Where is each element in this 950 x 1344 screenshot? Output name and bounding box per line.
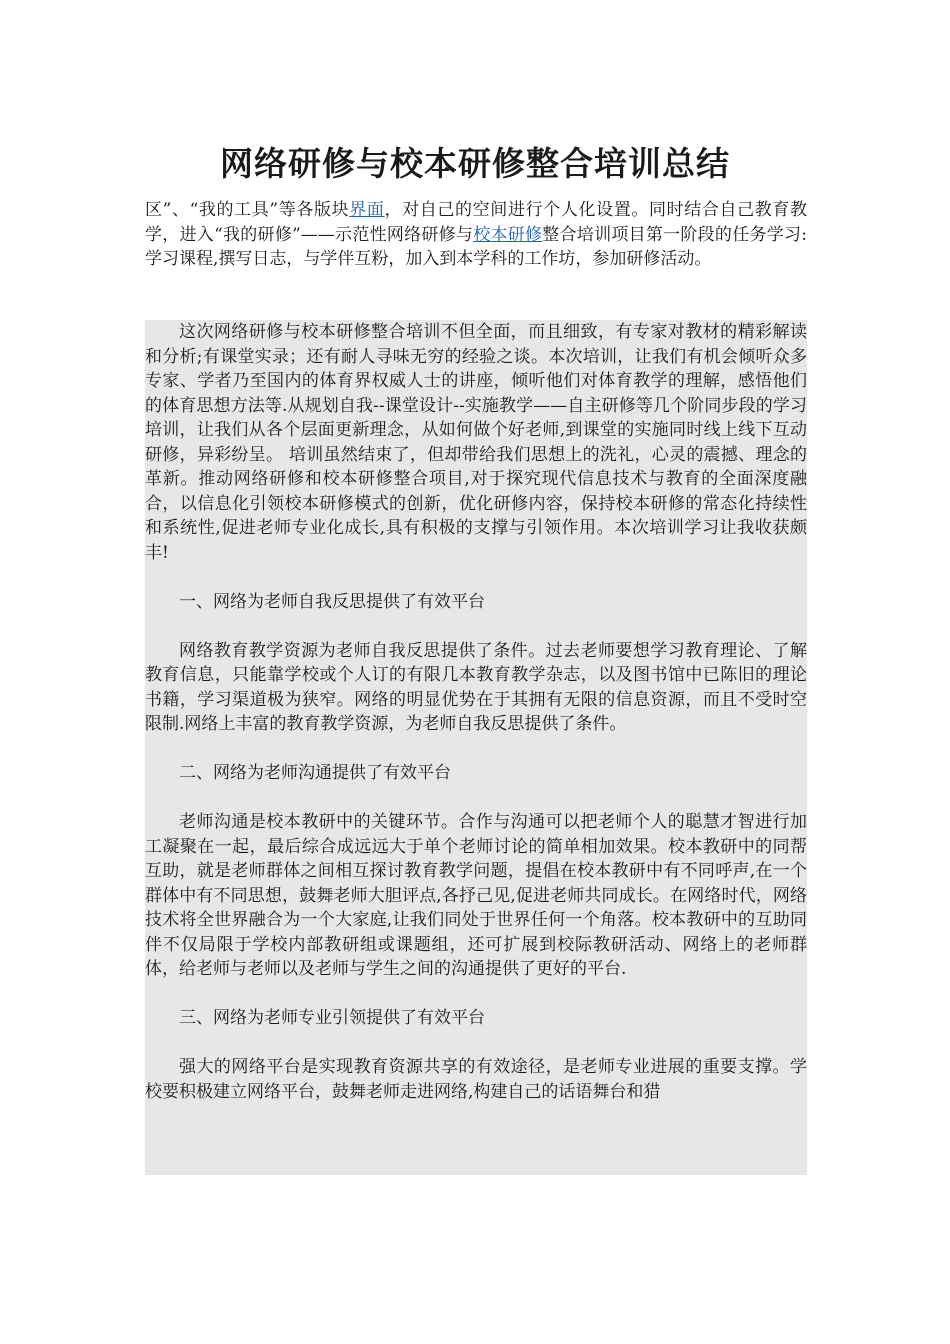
paragraph-communication: 老师沟通是校本教研中的关键环节。合作与沟通可以把老师个人的聪慧才智进行加工凝聚在一起，最后综合成远远大于单个老师讨论的简单相加效果。校本教研中的同帮互助，就是老师群体之间相互探讨教育教学问题，提倡在校本教研中有不同呼声,在一个群体中有不同思想，鼓舞老师大胆评点,各抒己见,促进老师共同成长。在网络时代，网络技术将全世界融合为一个大家庭,让我们同处于世界任何一个角落。校本教研中的互助同伴不仅局限于学校内部教研组或课题组，还可扩展到校际教研活动、网络上的老师群体，给老师与老师以及老师与学生之间的沟通提供了更好的平台. — [145, 812, 807, 979]
section-heading-3: 三、网络为老师专业引领提供了有效平台 — [179, 1008, 485, 1028]
shaded-content-block — [145, 320, 807, 1175]
paragraph-summary: 这次网络研修与校本研修整合培训不但全面，而且细致，有专家对教材的精彩解读和分析;有课堂实录；还有耐人寻味无穷的经验之谈。本次培训，让我们有机会倾听众多专家、学者乃至国内的体育界权威人士的讲座，倾听他们对体育教学的理解，感悟他们的体育思想方法等.从规划自我--课堂设计--实施教学——自主研修等几个阶同步段的学习培训，让我们从各个层面更新理念，从如何做个好老师,到课堂的实施同时线上线下互动研修，异彩纷呈。 培训虽然结束了，但却带给我们思想上的洗礼，心灵的震撼、理念的革新。推动网络研修和校本研修整合项目,对于探究现代信息技术与教育的全面深度融合，以信息化引领校本研修模式的创新，优化研修内容，保持校本研修的常态化持续性和系统性,促进老师专业化成长,具有积极的支撑与引领作用。本次培训学习让我收获颇丰! — [145, 322, 807, 563]
intro-paragraph — [145, 198, 807, 272]
link-xiaoben-yanxiu[interactable]: 校本研修 — [473, 224, 543, 245]
intro-text-1: 区”、“我的工具”等各版块 — [145, 200, 350, 220]
intro-text-2: ，对自己的空间进行个人化设置。同时结合自己教育教学，进入“我的研修”——示范性网络研修与 — [145, 200, 808, 245]
intro-text-3: 整合培训项目第一阶段的任务学习:学习课程,撰写日志，与学伴互粉，加入到本学科的工作坊，参加研修活动。 — [145, 224, 807, 269]
section-heading-1: 一、网络为老师自我反思提供了有效平台 — [179, 591, 485, 612]
link-jiemian[interactable]: 界面 — [349, 200, 385, 220]
document-title: 网络研修与校本研修整合培训总结 — [220, 144, 730, 183]
section-heading-2: 二、网络为老师沟通提供了有效平台 — [179, 763, 451, 783]
paragraph-reflection: 网络教育教学资源为老师自我反思提供了条件。过去老师要想学习教育理论、了解教育信息，只能靠学校或个人订的有限几本教育教学杂志，以及图书馆中已陈旧的理论书籍，学习渠道极为狭窄。网络的明显优势在于其拥有无限的信息资源，而且不受时空限制.网络上丰富的教育教学资源，为老师自我反思提供了条件。 — [145, 640, 807, 734]
paragraph-leadership: 强大的网络平台是实现教育资源共享的有效途径，是老师专业进展的重要支撑。学校要积极建立网络平台，鼓舞老师走进网络,构建自己的话语舞台和猎 — [145, 1057, 807, 1102]
